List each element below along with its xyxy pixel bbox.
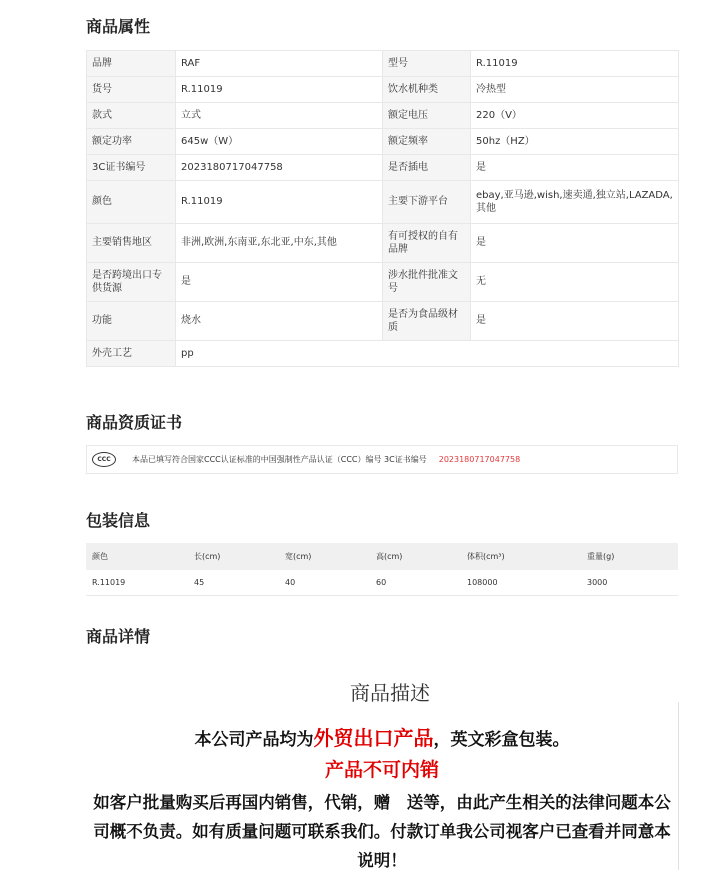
attribute-row [87, 263, 679, 302]
attribute-row [87, 51, 679, 77]
attribute-value: 50hz（HZ） [471, 129, 679, 155]
attribute-value: 是 [176, 263, 383, 302]
attribute-value: R.11019 [471, 51, 679, 77]
attribute-key: 3C证书编号 [87, 155, 176, 181]
ccc-icon: CCC [92, 452, 116, 467]
attribute-row [87, 129, 679, 155]
attribute-key: 货号 [87, 77, 176, 103]
description-body [86, 722, 678, 875]
attribute-value: 2023180717047758 [176, 155, 383, 181]
pack-column-header: 重量(g) [581, 543, 678, 570]
attribute-key: 有可授权的自有品牌 [383, 224, 471, 263]
description-line-2: 产品不可内销 [324, 759, 439, 781]
pack-column-header: 宽(cm) [279, 543, 370, 570]
attribute-value: 非洲,欧洲,东南亚,东北亚,中东,其他 [176, 224, 383, 263]
attribute-key: 涉水批件批准文号 [383, 263, 471, 302]
description-line-1 [86, 722, 678, 751]
attribute-value: 是 [471, 224, 679, 263]
attribute-value: 无 [471, 263, 679, 302]
attribute-value: 烧水 [176, 302, 383, 341]
certificate-number: 2023180717047758 [438, 455, 521, 464]
attribute-key: 额定频率 [383, 129, 471, 155]
attribute-row [87, 341, 679, 367]
attribute-key: 功能 [87, 302, 176, 341]
attribute-key: 额定电压 [383, 103, 471, 129]
pack-section-title: 包装信息 [86, 511, 151, 530]
pack-cell: 40 [279, 570, 370, 596]
attribute-value: 220（V） [471, 103, 679, 129]
attribute-row [87, 181, 679, 224]
attribute-key: 型号 [383, 51, 471, 77]
attribute-value: ebay,亚马逊,wish,速卖通,独立站,LAZADA,其他 [471, 181, 679, 224]
attribute-key: 是否为食品级材质 [383, 302, 471, 341]
attribute-value: RAF [176, 51, 383, 77]
certificate-box [86, 445, 678, 474]
description-heading: 商品描述 [350, 681, 430, 705]
description-highlight: 外贸出口产品 [313, 726, 434, 750]
attribute-key: 是否跨境出口专供货源 [87, 263, 176, 302]
description-line-3: 如客户批量购买后再国内销售，代销，赠 送等，由此产生相关的法律问题本公司概不负责。如有质量问题可联系我们。付款订单我公司视客户已查看并同意本说明！ [93, 793, 671, 870]
attribute-key: 品牌 [87, 51, 176, 77]
pack-cell: R.11019 [86, 570, 188, 596]
pack-cell: 45 [188, 570, 279, 596]
attribute-value: pp [176, 341, 679, 367]
detail-section-title: 商品详情 [86, 627, 151, 646]
table-row [86, 570, 678, 596]
attribute-value: 是 [471, 302, 679, 341]
pack-cell: 60 [370, 570, 461, 596]
attribute-value: R.11019 [176, 181, 383, 224]
attribute-value: 是 [471, 155, 679, 181]
attribute-row [87, 103, 679, 129]
attribute-key: 外壳工艺 [87, 341, 176, 367]
attributes-table [86, 50, 679, 367]
attribute-row [87, 155, 679, 181]
attribute-value: 645w（W） [176, 129, 383, 155]
attribute-key: 是否插电 [383, 155, 471, 181]
attribute-value: 冷热型 [471, 77, 679, 103]
attribute-key: 款式 [87, 103, 176, 129]
attribute-row [87, 224, 679, 263]
cert-section-title: 商品资质证书 [86, 413, 183, 432]
pack-column-header: 长(cm) [188, 543, 279, 570]
attribute-key: 主要下游平台 [383, 181, 471, 224]
divider [678, 702, 679, 870]
packaging-table [86, 543, 678, 596]
attribute-key: 额定功率 [87, 129, 176, 155]
attribute-row [87, 302, 679, 341]
attribute-row [87, 77, 679, 103]
pack-cell: 3000 [581, 570, 678, 596]
attrs-section-title: 商品属性 [86, 17, 151, 36]
attribute-key: 主要销售地区 [87, 224, 176, 263]
pack-column-header: 颜色 [86, 543, 188, 570]
pack-column-header: 高(cm) [370, 543, 461, 570]
pack-column-header: 体积(cm³) [461, 543, 581, 570]
attribute-value: 立式 [176, 103, 383, 129]
attribute-key: 饮水机种类 [383, 77, 471, 103]
certificate-text: 本品已填写符合国家CCC认证标准的中国强制性产品认证（CCC）编号 3C证书编号 [132, 455, 427, 464]
description-text: ，英文彩盒包装。 [433, 730, 570, 750]
attribute-value: R.11019 [176, 77, 383, 103]
pack-cell: 108000 [461, 570, 581, 596]
attribute-key: 颜色 [87, 181, 176, 224]
description-text: 本公司产品均为 [194, 730, 314, 750]
